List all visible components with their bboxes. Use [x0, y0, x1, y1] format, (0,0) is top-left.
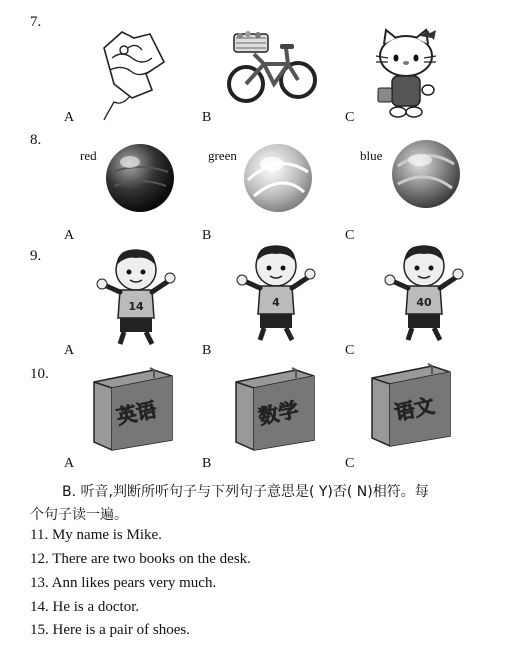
sentence-12: 12. There are two books on the desk. [30, 551, 251, 567]
ball-icon [242, 142, 314, 214]
option-b: B [202, 228, 212, 243]
book-icon [230, 366, 320, 450]
option-c: C [345, 343, 355, 358]
shirt-number: 4 [272, 296, 280, 309]
sentence-15: 15. Here is a pair of shoes. [30, 622, 190, 638]
question-9-number: 9. [30, 248, 42, 264]
ball-icon [104, 142, 176, 214]
boy-icon [384, 240, 466, 346]
book-title: 数学 [256, 397, 301, 430]
option-a: A [64, 228, 75, 243]
book-icon [88, 366, 178, 450]
question-7-number: 7. [30, 14, 42, 30]
sentence-14: 14. He is a doctor. [30, 599, 140, 615]
bicycle-icon [226, 30, 318, 104]
sentence-13: 13. Ann likes pears very much. [30, 575, 217, 591]
book-title: 英语 [114, 397, 159, 430]
word-blue: blue [360, 148, 383, 163]
book-icon [366, 362, 456, 446]
hello-kitty-icon [372, 26, 444, 120]
option-a: A [64, 456, 75, 471]
option-c: C [345, 228, 355, 243]
boy-icon [96, 244, 178, 350]
question-8-number: 8. [30, 132, 42, 148]
option-c: C [345, 456, 355, 471]
kite-icon [92, 28, 172, 120]
shirt-number: 14 [128, 300, 144, 313]
sentence-11: 11. My name is Mike. [30, 527, 162, 543]
option-b: B [202, 110, 212, 125]
ball-icon [390, 138, 462, 210]
option-b: B [202, 456, 212, 471]
boy-icon [236, 240, 318, 346]
book-title: 语文 [392, 393, 437, 426]
word-green: green [208, 148, 237, 163]
option-a: A [64, 343, 75, 358]
option-c: C [345, 110, 355, 125]
section-b-instruction: B. 听音,判断所听句子与下列句子意思是( Y)否( N)相符。每 [62, 484, 429, 500]
question-10-number: 10. [30, 366, 49, 382]
option-a: A [64, 110, 75, 125]
word-red: red [80, 148, 97, 163]
shirt-number: 40 [416, 296, 432, 309]
section-b-instruction-cont: 个句子读一遍。 [30, 507, 128, 523]
option-b: B [202, 343, 212, 358]
